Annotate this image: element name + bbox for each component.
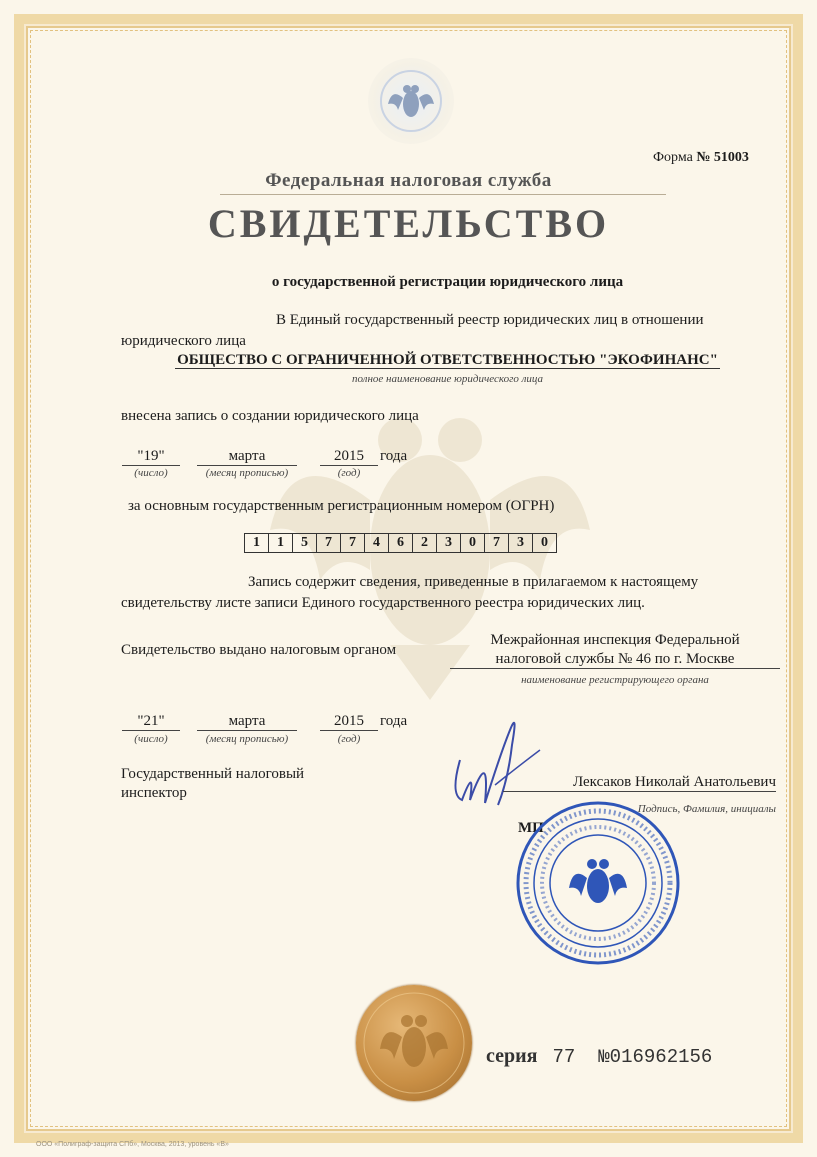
record-text: внесена запись о создании юридического лица [121, 408, 419, 424]
record-year-suffix: года [380, 448, 408, 464]
issue-year-suffix: года [380, 713, 408, 729]
legal-name [0, 352, 817, 369]
eagle-emblem-icon [368, 58, 454, 144]
intro-text-1: В Единый государственный реестр юридических лиц в отношении [276, 312, 704, 328]
ogrn-digit: 2 [413, 534, 437, 552]
signature-icon [440, 705, 550, 810]
issue-month: марта [197, 713, 297, 731]
ogrn-digit: 4 [365, 534, 389, 552]
day-caption: (число) [134, 733, 168, 745]
month-caption: (месяц прописью) [205, 467, 289, 479]
gold-seal [356, 985, 472, 1101]
intro-text-2: юридического лица [121, 333, 246, 349]
ogrn-digit: 1 [245, 534, 269, 552]
ogrn-digit: 7 [341, 534, 365, 552]
inspector-label-1: Государственный налоговый [121, 766, 305, 782]
ogrn-digit: 7 [317, 534, 341, 552]
issue-day: "21" [122, 713, 180, 731]
issued-by-label: Свидетельство выдано налоговым органом [121, 642, 397, 658]
ogrn-label: за основным государственным регистрационным номером (ОГРН) [128, 498, 555, 514]
issuer-line-2: налоговой службы № 46 по г. Москве [450, 651, 780, 669]
issuer-line-1: Межрайонная инспекция Федеральной [490, 632, 740, 648]
series-code: 77 [552, 1046, 576, 1068]
official-stamp-icon [515, 800, 681, 966]
form-number: № 51003 [696, 150, 749, 165]
ogrn-digit: 0 [461, 534, 485, 552]
year-caption: (год) [337, 467, 361, 479]
ogrn-boxes [244, 533, 557, 553]
day-caption: (число) [134, 467, 168, 479]
series-number: №016962156 [598, 1046, 713, 1068]
issuer-caption: наименование регистрирующего органа [521, 674, 709, 686]
record-info-2: свидетельству листе записи Единого государственного реестра юридических лиц. [121, 595, 645, 611]
inspector-label-2: инспектор [121, 785, 187, 801]
legal-name-value: ОБЩЕСТВО С ОГРАНИЧЕННОЙ ОТВЕТСТВЕННОСТЬЮ "ЭКОФИНАНС" [177, 352, 718, 368]
form-label [653, 150, 749, 166]
hologram-emblem [368, 58, 454, 144]
ogrn-digit: 3 [509, 534, 533, 552]
ogrn-digit: 6 [389, 534, 413, 552]
issue-year: 2015 [320, 713, 378, 731]
agency-name: Федеральная налоговая служба [265, 170, 552, 191]
record-info-1: Запись содержит сведения, приведенные в прилагаемом к настоящему [248, 574, 699, 590]
ogrn-digit: 3 [437, 534, 461, 552]
ogrn-digit: 7 [485, 534, 509, 552]
record-year: 2015 [320, 448, 378, 466]
series-block [486, 1045, 712, 1068]
eagle-seal-icon [356, 985, 472, 1101]
printer-footer: ООО «Полиграф-защита СПб», Москва, 2013, уровень «В» [36, 1141, 229, 1148]
inspector-name: Лексаков Николай Анатольевич [503, 774, 776, 792]
ogrn-digit: 5 [293, 534, 317, 552]
agency-divider [220, 194, 666, 195]
mp-label: МП [518, 820, 544, 836]
legal-name-caption: полное наименование юридического лица [351, 373, 544, 385]
form-word: Форма [653, 150, 693, 165]
year-caption: (год) [337, 733, 361, 745]
month-caption: (месяц прописью) [205, 733, 289, 745]
page-subtitle: о государственной регистрации юридического лица [271, 274, 624, 290]
ogrn-digit: 1 [269, 534, 293, 552]
page-title: СВИДЕТЕЛЬСТВО [207, 201, 610, 246]
record-day: "19" [122, 448, 180, 466]
series-label: серия [486, 1045, 538, 1067]
record-month: марта [197, 448, 297, 466]
inspector-caption: Подпись, Фамилия, инициалы [637, 803, 776, 815]
ogrn-digit: 0 [541, 535, 548, 550]
